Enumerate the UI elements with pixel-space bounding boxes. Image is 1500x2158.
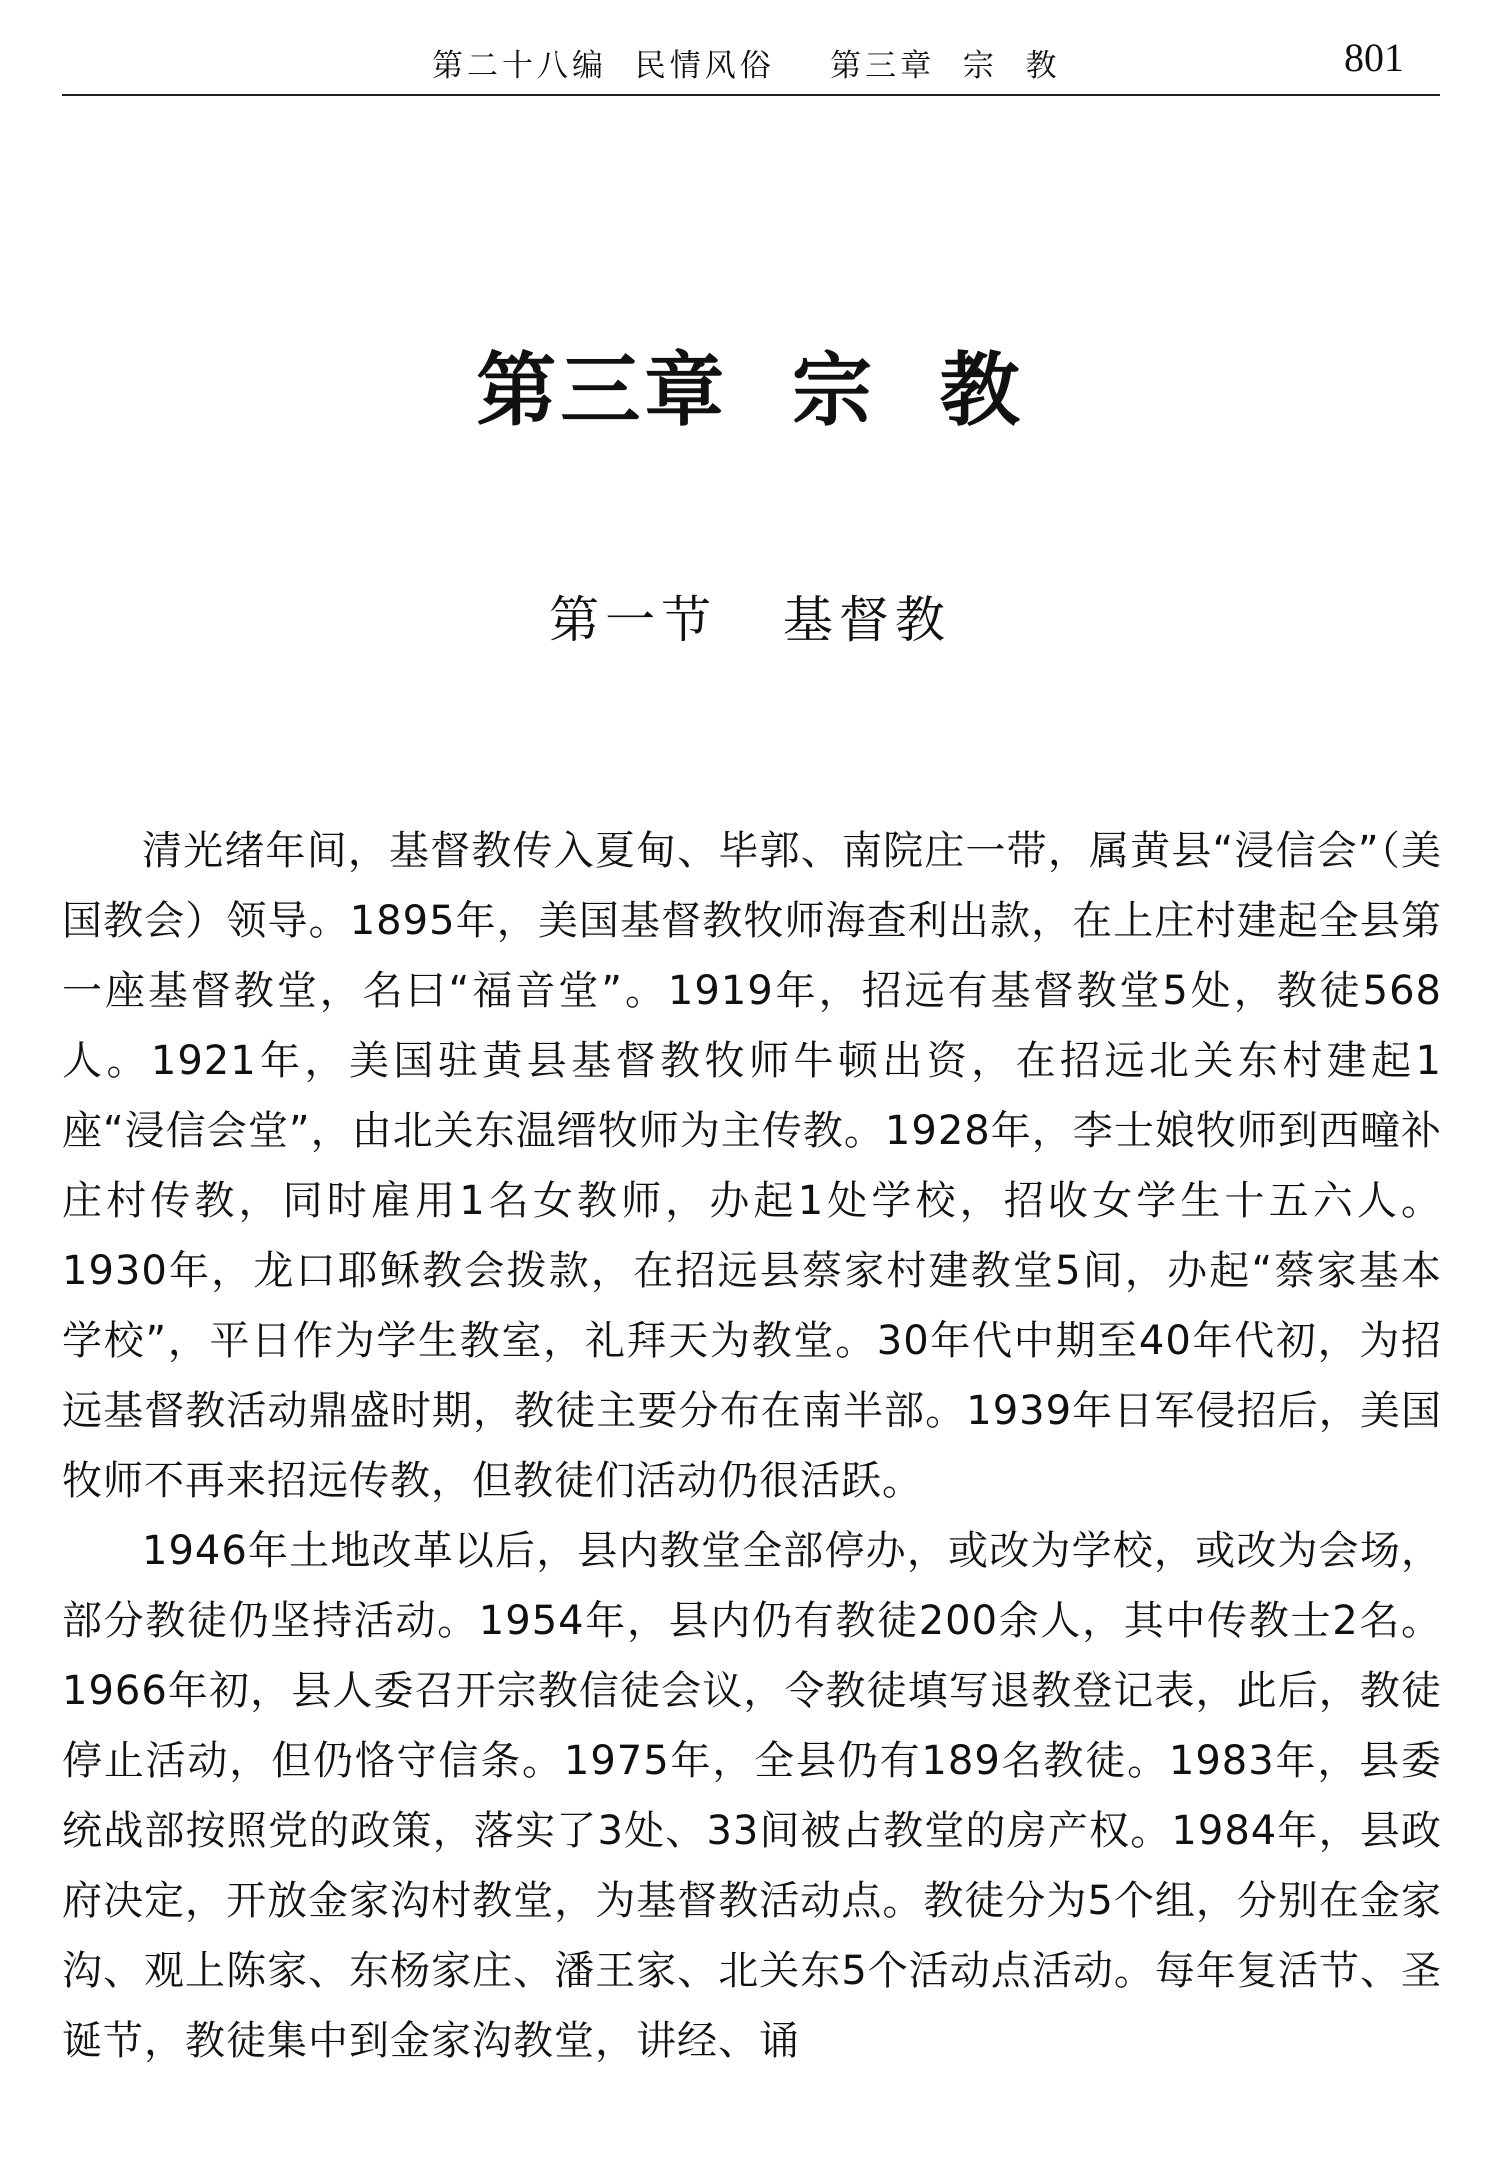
running-title: 第二十八编 民情风俗 第三章 宗 教: [432, 48, 1061, 84]
body-text: [62, 816, 1442, 2076]
running-header: [62, 30, 1440, 96]
page-number: 801: [1344, 35, 1404, 80]
paragraph: 1946年土地改革以后，县内教堂全部停办，或改为学校，或改为会场，部分教徒仍坚持活动。1954年，县内仍有教徒200余人，其中传教士2名。1966年初，县人委召开宗教信徒会议，令教徒填写退教登记表，此后，教徒停止活动，但仍恪守信条。1975年，全县仍有189名教徒。1983年，县委统战部按照党的政策，落实了3处、33间被占教堂的房产权。1984年，县政府决定，开放金家沟村教堂，为基督教活动点。教徒分为5个组，分别在金家沟、观上陈家、东杨家庄、潘王家、北关东5个活动点活动。每年复活节、圣诞节，教徒集中到金家沟教堂，讲经、诵: [62, 1528, 1442, 2064]
chapter-title: 第三章 宗 教: [476, 344, 1024, 437]
section-title: 第一节 基督教: [549, 591, 951, 649]
paragraph: 清光绪年间，基督教传入夏甸、毕郭、南院庄一带，属黄县“浸信会”（美国教会）领导。1895年，美国基督教牧师海查利出款，在上庄村建起全县第一座基督教堂，名曰“福音堂”。1919年，招远有基督教堂5处，教徒568人。1921年，美国驻黄县基督教牧师牛顿出资，在招远北关东村建起1座“浸信会堂”，由北关东温缙牧师为主传教。1928年，李士娘牧师到西疃补庄村传教，同时雇用1名女教师，办起1处学校，招收女学生十五六人。1930年，龙口耶稣教会拨款，在招远县蔡家村建教堂5间，办起“蔡家基本学校”，平日作为学生教室，礼拜天为教堂。30年代中期至40年代初，为招远基督教活动鼎盛时期，教徒主要分布在南半部。1939年日军侵招后，美国牧师不再来招远传教，但教徒们活动仍很活跃。: [62, 828, 1442, 1504]
